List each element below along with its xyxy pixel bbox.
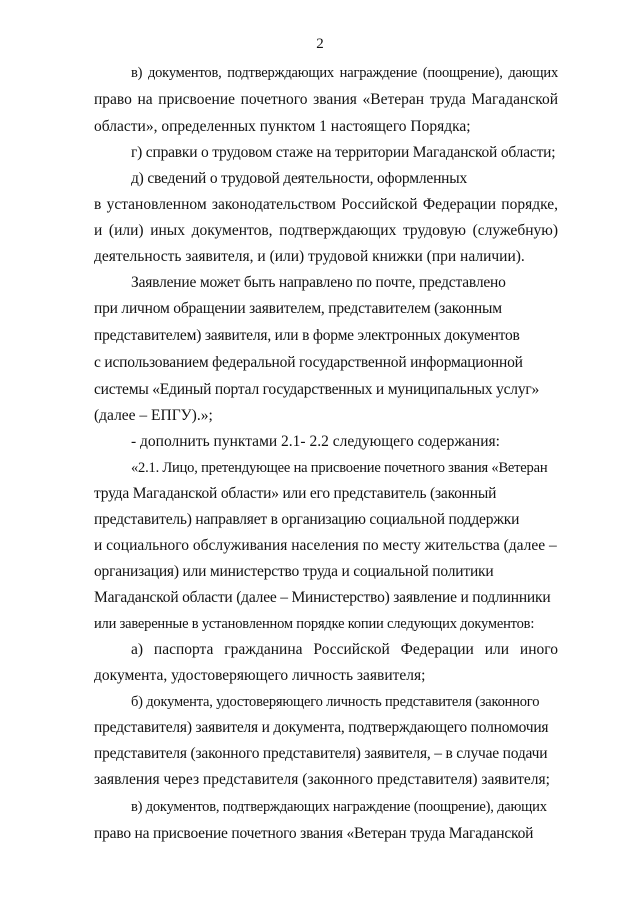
text-line: или заверенные в установленном порядке копии следующих документов: — [94, 616, 535, 632]
text-line: области», определенных пунктом 1 настоящего Порядка; — [94, 118, 471, 135]
text-line: заявления через представителя (законного представителя) заявителя; — [94, 771, 550, 788]
text-line: «2.1. Лицо, претендующее на присвоение почетного звания «Ветеран — [131, 460, 548, 476]
text-line: право на присвоение почетного звания «Ветеран труда Магаданской — [94, 825, 534, 842]
text-line: в установленном законодательством Российской Федерации порядке, — [94, 196, 558, 213]
text-line: системы «Единый портал государственных и муниципальных услуг» — [94, 381, 540, 398]
text-line: Заявление может быть направлено по почте, представлено — [131, 274, 506, 291]
text-line: и социального обслуживания населения по месту жительства (далее – — [94, 537, 557, 554]
text-line: г) справки о трудовом стаже на территории Магаданской области; — [131, 144, 556, 161]
text-line: д) сведений о трудовой деятельности, оформленных — [131, 170, 468, 187]
text-line: (далее – ЕПГУ).»; — [94, 407, 213, 424]
text-line: - дополнить пунктами 2.1- 2.2 следующего содержания: — [131, 433, 500, 450]
text-line: представителя (законного представителя) заявителя, – в случае подачи — [94, 745, 548, 762]
text-line: организация) или министерство труда и социальной политики — [94, 563, 494, 580]
text-line: при личном обращении заявителем, представителем (законным — [94, 300, 502, 317]
text-line: труда Магаданской области» или его представитель (законный — [94, 485, 497, 502]
text-line: с использованием федеральной государственной информационной — [94, 354, 523, 371]
text-line: представителя) заявителя и документа, подтверждающего полномочия — [94, 719, 549, 736]
text-line: документа, удостоверяющего личность заявителя; — [94, 667, 426, 684]
text-line: представитель) направляет в организацию социальной поддержки — [94, 511, 520, 528]
text-line: деятельность заявителя, и (или) трудовой книжки (при наличии). — [94, 248, 525, 265]
text-line: и (или) иных документов, подтверждающих трудовую (служебную) — [94, 222, 558, 239]
page-number: 2 — [316, 36, 324, 52]
text-line: Магаданской области (далее – Министерство) заявление и подлинники — [94, 589, 551, 606]
text-line: в) документов, подтверждающих награждение (поощрение), дающих — [131, 799, 547, 815]
text-line: право на присвоение почетного звания «Ветеран труда Магаданской — [94, 91, 558, 108]
text-line: б) документа, удостоверяющего личность представителя (законного — [131, 694, 540, 710]
text-line: в) документов, подтверждающих награждение (поощрение), дающих — [131, 65, 558, 81]
text-line: представителем) заявителя, или в форме электронных документов — [94, 327, 520, 344]
text-line: а) паспорта гражданина Российской Федерации или иного — [131, 641, 558, 658]
